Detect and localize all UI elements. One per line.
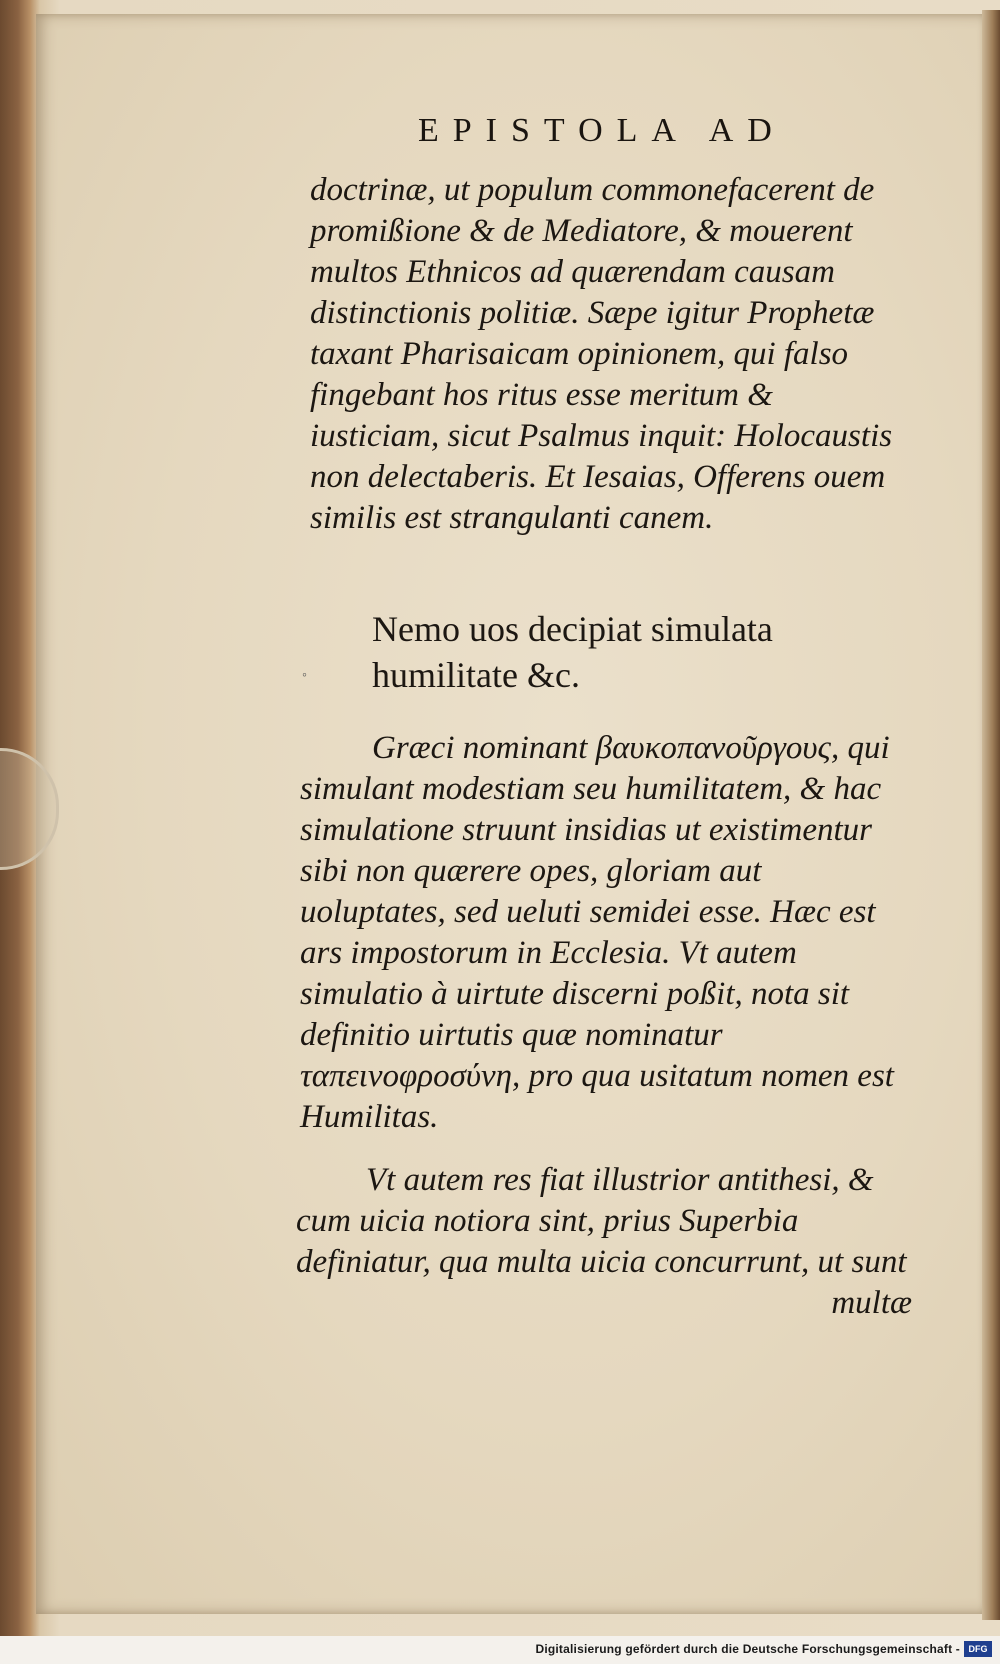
paragraph-3-text: Vt autem res fiat illustrior antithesi, & cum uicia notiora sint, prius Superbia definiatur, qua multa uicia concurrunt, ut sunt <box>296 1162 907 1280</box>
funding-credit: Digitalisierung gefördert durch die Deutsche Forschungsgemeinschaft - <box>535 1642 960 1656</box>
dfg-logo-icon: DFG <box>964 1641 992 1657</box>
section-heading <box>372 606 912 698</box>
paragraph-2-text: Græci nominant βαυκοπανοῦργους, qui simulant modestiam seu humilitatem, & hac simulatione struunt insidias ut existimentur sibi non quærere opes, gloriam aut uoluptates, sed ueluti semidei esse. Hæc est ars impostorum in Ecclesia. Vt autem simulatio à uirtute discerni poßit, nota sit definitio uirtutis quæ nominatur ταπεινοφροσύνη, pro qua usitatum nomen est Humilitas. <box>300 730 894 1135</box>
heading-text: Nemo uos decipiat simulata humilitate &c. <box>372 609 773 695</box>
paragraph-2 <box>300 728 912 1138</box>
catchword: multæ <box>831 1285 912 1321</box>
paragraph-1 <box>310 170 910 539</box>
page-edge <box>982 10 1000 1620</box>
footer-bar <box>0 1636 1000 1664</box>
paragraph-1-text: doctrinæ, ut populum commonefacerent de promißione & de Mediatore, & mouerent multos Ethnicos ad quærendam causam distinctionis politiæ. Sæpe igitur Prophetæ taxant Pharisaicam opinionem, qui falso fingebant hos ritus esse meritum & iusticiam, sicut Psalmus inquit: Holocaustis non delectaberis. Et Iesaias, Offerens ouem similis est strangulanti canem. <box>310 172 893 536</box>
running-head: EPISTOLA AD <box>418 112 786 149</box>
page-mark: ◦ <box>302 668 307 683</box>
paragraph-3 <box>296 1160 912 1324</box>
